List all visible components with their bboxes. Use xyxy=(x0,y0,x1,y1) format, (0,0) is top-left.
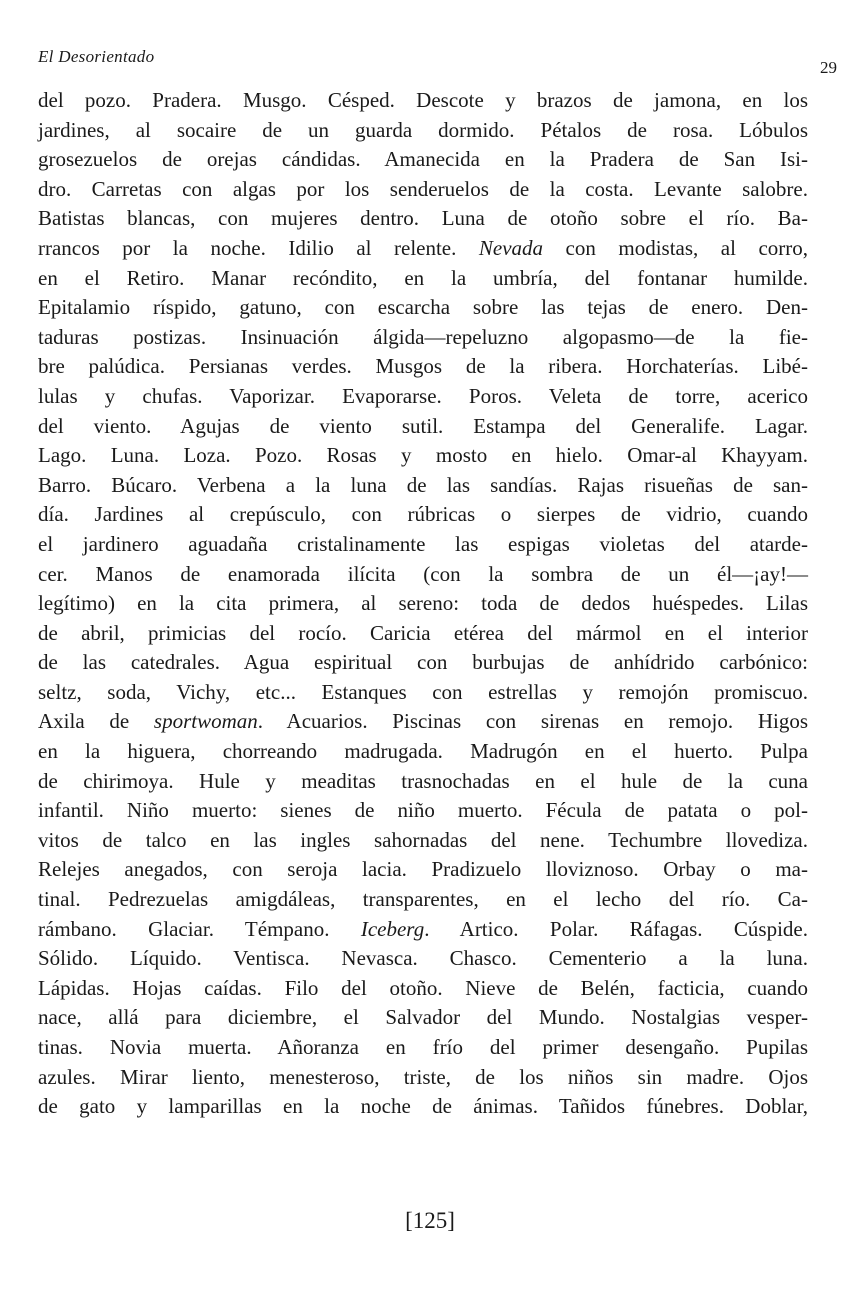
text-segment: con modistas, al corro, xyxy=(543,235,809,260)
text-line xyxy=(38,1003,808,1033)
text-segment: rrancos por la noche. Idilio al relente. xyxy=(38,235,479,260)
text-segment: vitos de talco en las ingles sahornadas del nene. Techumbre llovediza. xyxy=(38,827,808,852)
text-line xyxy=(38,855,808,885)
text-segment: azules. Mirar liento, menesteroso, triste, de los niños sin madre. Ojos xyxy=(38,1064,808,1089)
text-line xyxy=(38,352,808,382)
text-line xyxy=(38,382,808,412)
text-segment: Axila de xyxy=(38,709,154,734)
text-line xyxy=(38,915,808,945)
text-segment: Epitalamio ríspido, gatuno, con escarcha sobre las tejas de enero. Den- xyxy=(38,295,808,320)
page-number: 29 xyxy=(820,58,837,77)
text-line xyxy=(38,944,808,974)
italic-text: sportwoman xyxy=(153,709,258,734)
text-segment: dro. Carretas con algas por los senderuelos de la costa. Levante salobre. xyxy=(38,176,808,201)
text-segment: en la higuera, chorreando madrugada. Madrugón en el huerto. Pulpa xyxy=(38,739,808,764)
text-line xyxy=(38,471,808,501)
text-line xyxy=(38,619,808,649)
text-segment: Barro. Búcaro. Verbena a la luna de las sandías. Rajas risueñas de san- xyxy=(38,472,808,497)
text-segment: jardines, al socaire de un guarda dormido. Pétalos de rosa. Lóbulos xyxy=(38,117,808,142)
text-segment: de gato y lamparillas en la noche de ánimas. Tañidos fúnebres. Doblar, xyxy=(38,1094,808,1119)
text-line xyxy=(38,323,808,353)
text-line xyxy=(38,412,808,442)
text-line xyxy=(38,707,808,737)
running-title: El Desorientado xyxy=(38,47,155,66)
text-segment: Relejes anegados, con seroja lacia. Pradizuelo lloviznoso. Orbay o ma- xyxy=(38,857,808,882)
text-segment: día. Jardines al crepúsculo, con rúbricas o sierpes de vidrio, cuando xyxy=(38,502,808,527)
text-segment: el jardinero aguadaña cristalinamente las espigas violetas del atarde- xyxy=(38,531,808,556)
italic-text: Iceberg xyxy=(360,916,425,941)
text-line xyxy=(38,648,808,678)
text-line xyxy=(38,293,808,323)
text-line xyxy=(38,1033,808,1063)
text-segment: rámbano. Glaciar. Témpano. xyxy=(38,916,361,941)
text-line xyxy=(38,1063,808,1093)
text-segment: grosezuelos de orejas cándidas. Amanecida en la Pradera de San Isi- xyxy=(38,147,808,172)
text-segment: bre palúdica. Persianas verdes. Musgos de la ribera. Horchaterías. Libé- xyxy=(38,354,808,379)
text-segment: seltz, soda, Vichy, etc... Estanques con estrellas y remojón promiscuo. xyxy=(38,679,808,704)
text-segment: cer. Manos de enamorada ilícita (con la sombra de un él—¡ay!— xyxy=(38,561,808,586)
text-segment: . Artico. Polar. Ráfagas. Cúspide. xyxy=(424,916,808,941)
text-line xyxy=(38,234,808,264)
text-line xyxy=(38,175,808,205)
text-segment: tinas. Novia muerta. Añoranza en frío del primer desengaño. Pupilas xyxy=(38,1035,808,1059)
text-segment: de chirimoya. Hule y meaditas trasnochadas en el hule de la cuna xyxy=(38,768,808,793)
text-segment: . Acuarios. Piscinas con sirenas en remojo. Higos xyxy=(257,709,809,734)
text-line xyxy=(38,826,808,856)
text-segment: Lápidas. Hojas caídas. Filo del otoño. Nieve de Belén, facticia, cuando xyxy=(38,975,808,1000)
text-segment: tinal. Pedrezuelas amigdáleas, transparentes, en el lecho del río. Ca- xyxy=(38,887,808,912)
text-line xyxy=(38,264,808,294)
text-segment: del viento. Agujas de viento sutil. Estampa del Generalife. Lagar. xyxy=(38,413,808,438)
text-line xyxy=(38,589,808,619)
text-line xyxy=(38,737,808,767)
text-line xyxy=(38,145,808,175)
text-segment: legítimo) en la cita primera, al sereno: toda de dedos huéspedes. Lilas xyxy=(38,591,808,616)
text-segment: Lago. Luna. Loza. Pozo. Rosas y mosto en hielo. Omar-al Khayyam. xyxy=(38,443,808,468)
footer-page-number: [125] xyxy=(405,1208,455,1233)
text-line xyxy=(38,530,808,560)
text-line xyxy=(38,974,808,1004)
text-segment: Batistas blancas, con mujeres dentro. Luna de otoño sobre el río. Ba- xyxy=(38,206,808,231)
text-line xyxy=(38,204,808,234)
text-segment: Sólido. Líquido. Ventisca. Nevasca. Chasco. Cementerio a la luna. xyxy=(38,946,808,971)
text-line xyxy=(38,116,808,146)
text-segment: de abril, primicias del rocío. Caricia etérea del mármol en el interior xyxy=(38,620,808,645)
text-segment: lulas y chufas. Vaporizar. Evaporarse. Poros. Veleta de torre, acerico xyxy=(38,383,808,408)
text-segment: taduras postizas. Insinuación álgida—repeluzno algopasmo—de la fie- xyxy=(38,324,808,349)
text-segment: nace, allá para diciembre, el Salvador del Mundo. Nostalgias vesper- xyxy=(38,1005,808,1030)
text-line xyxy=(38,767,808,797)
text-line xyxy=(38,441,808,471)
text-line xyxy=(38,1092,808,1122)
text-line xyxy=(38,678,808,708)
text-segment: en el Retiro. Manar recóndito, en la umbría, del fontanar humilde. xyxy=(38,265,808,290)
text-line xyxy=(38,796,808,826)
body-text xyxy=(38,86,808,1122)
text-segment: de las catedrales. Agua espiritual con burbujas de anhídrido carbónico: xyxy=(38,650,808,675)
italic-text: Nevada xyxy=(478,235,544,260)
text-line xyxy=(38,500,808,530)
text-segment: infantil. Niño muerto: sienes de niño muerto. Fécula de patata o pol- xyxy=(38,798,808,823)
text-segment: del pozo. Pradera. Musgo. Césped. Descote y brazos de jamona, en los xyxy=(38,88,808,112)
text-line xyxy=(38,560,808,590)
text-line xyxy=(38,885,808,915)
text-line xyxy=(38,86,808,116)
